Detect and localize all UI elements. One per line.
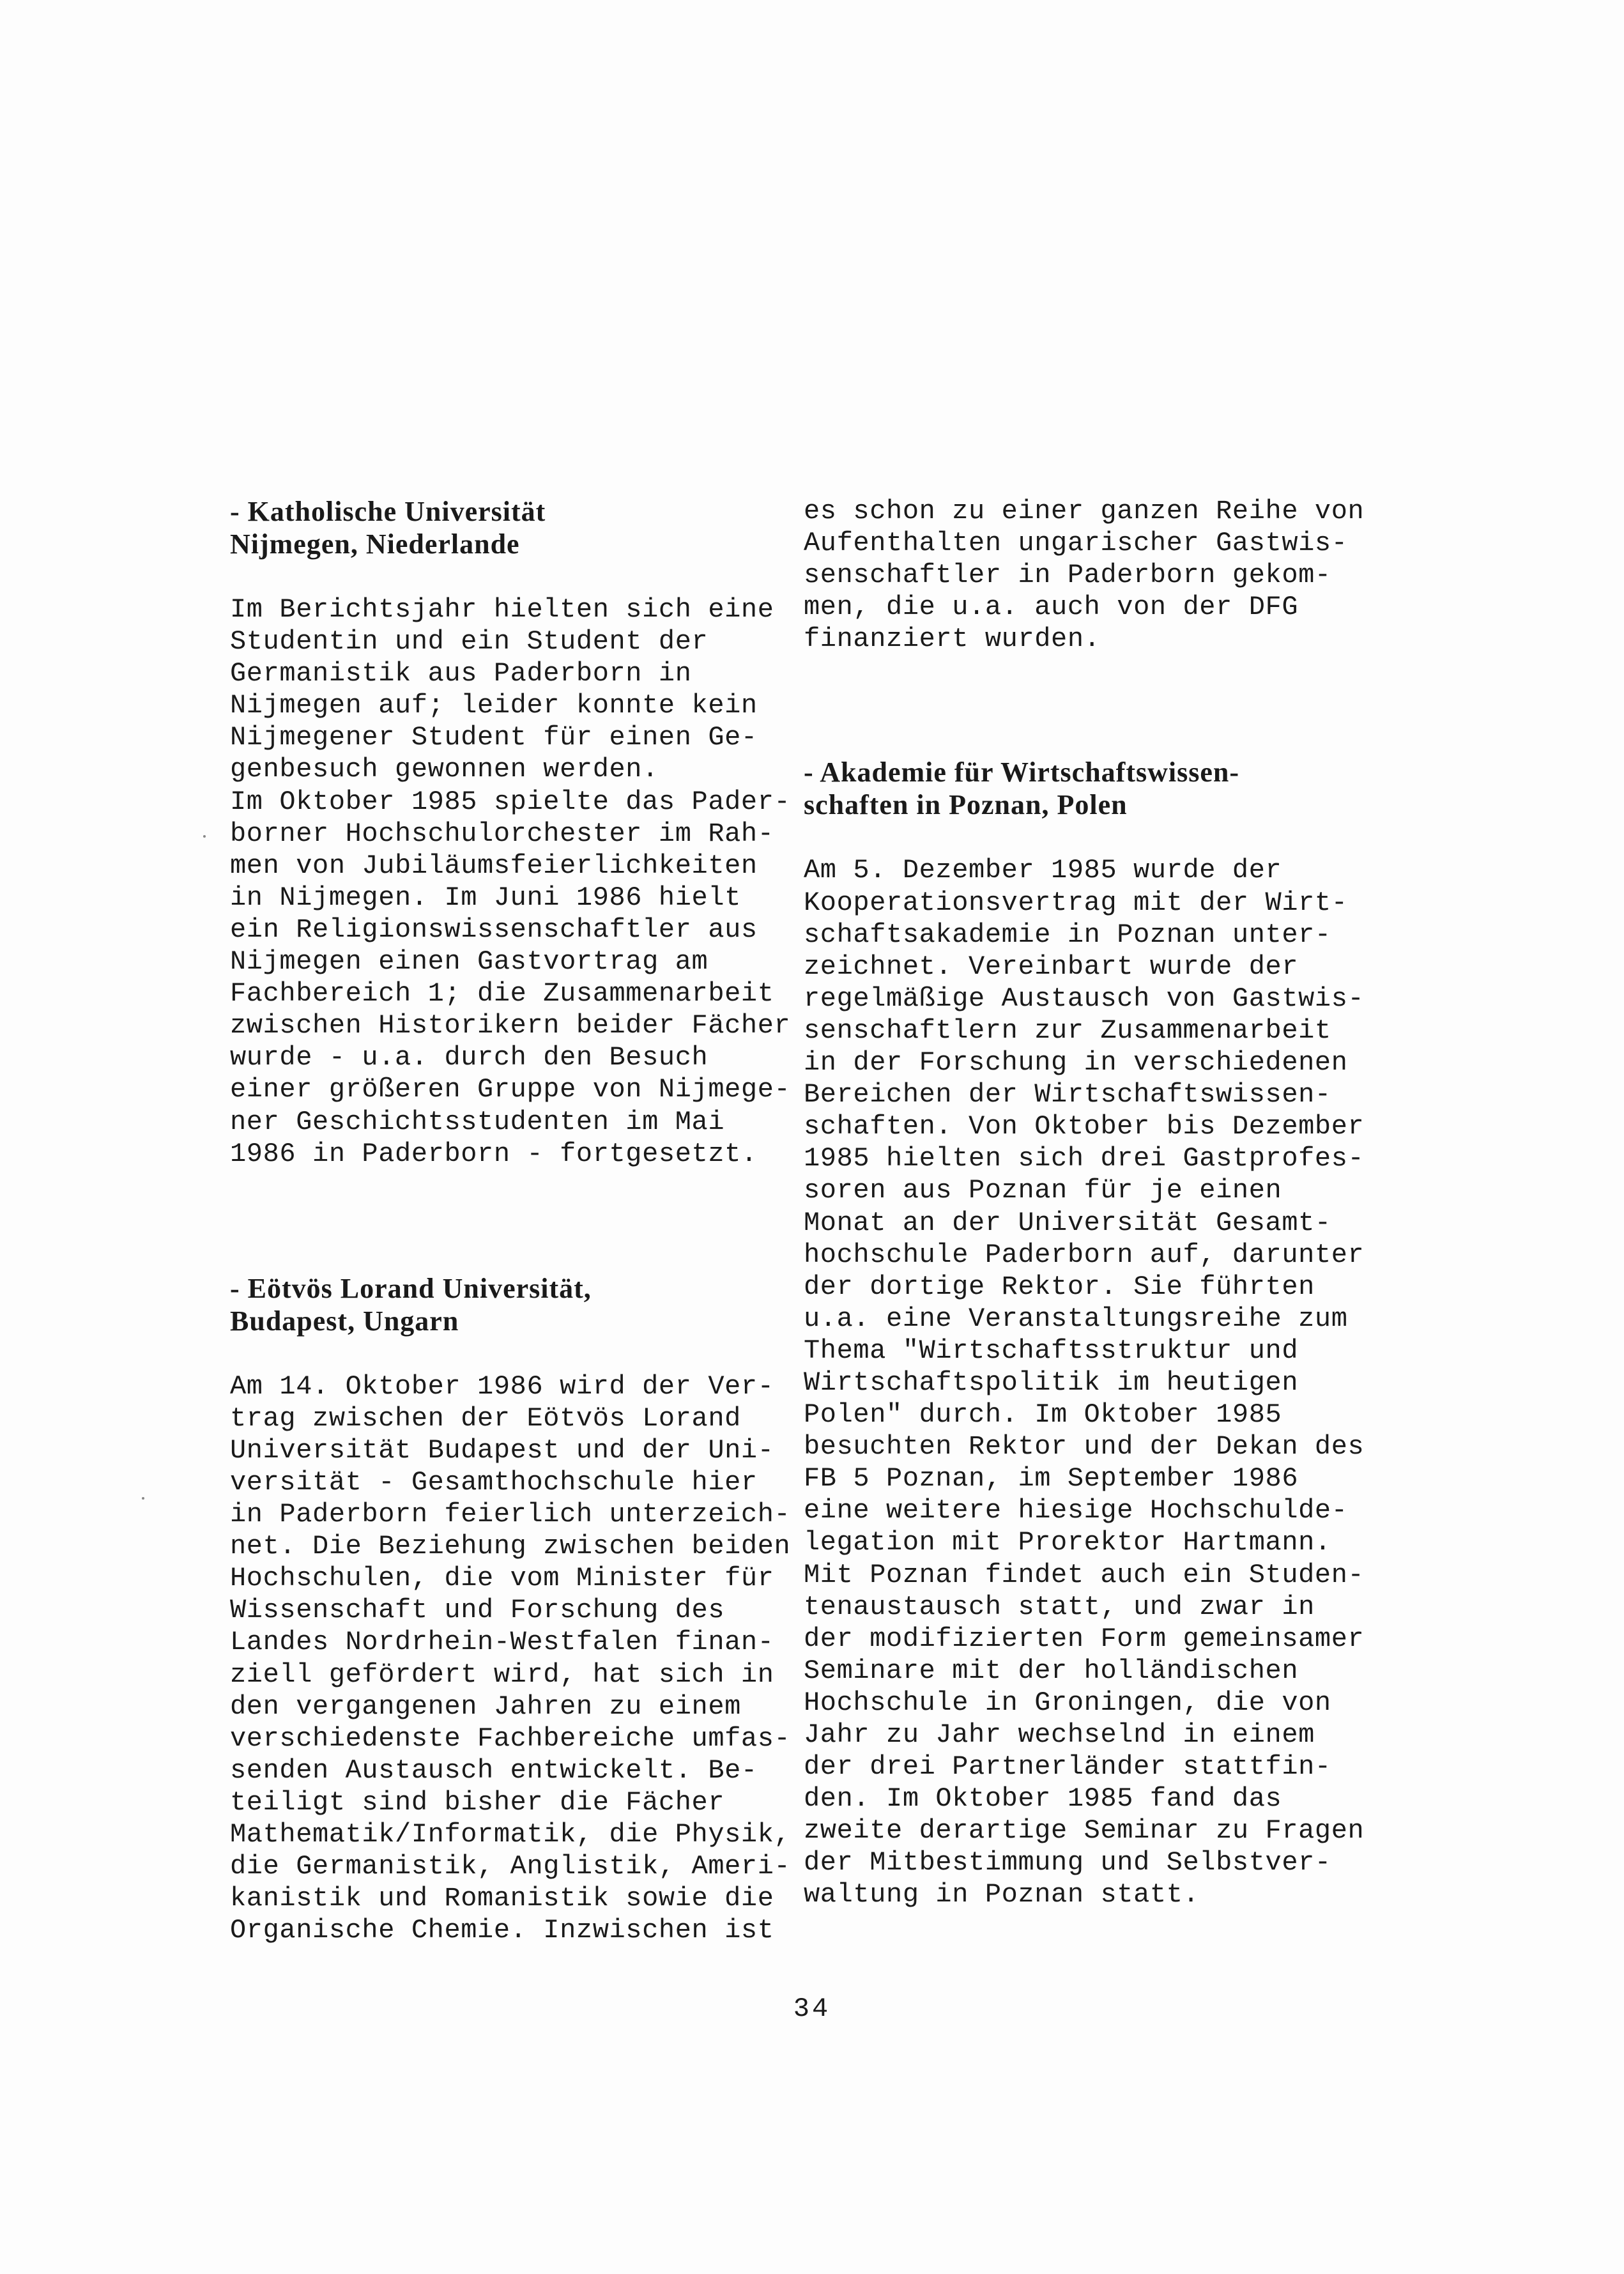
section-continuation-budapest <box>804 495 1379 655</box>
text-line: eine weitere hiesige Hochschulde- <box>804 1495 1348 1526</box>
text-line: Universität Budapest und der Uni- <box>230 1434 774 1466</box>
text-line: u.a. eine Veranstaltungsreihe zum <box>804 1303 1348 1334</box>
text-line: Mathematik/Informatik, die Physik, <box>230 1819 791 1850</box>
text-line: Aufenthalten ungarischer Gastwis- <box>804 528 1348 559</box>
text-line: den vergangenen Jahren zu einem <box>230 1691 741 1722</box>
text-line: borner Hochschulorchester im Rah- <box>230 818 774 849</box>
text-line: Mit Poznan findet auch ein Studen- <box>804 1559 1365 1590</box>
text-line: 1985 hielten sich drei Gastprofes- <box>804 1143 1365 1174</box>
text-line: hochschule Paderborn auf, darunter <box>804 1239 1365 1270</box>
text-line: der drei Partnerländer stattfin- <box>804 1751 1331 1783</box>
text-line: die Germanistik, Anglistik, Ameri- <box>230 1851 791 1882</box>
text-line: einer größeren Gruppe von Nijmege- <box>230 1074 791 1105</box>
text-line: Kooperationsvertrag mit der Wirt- <box>804 887 1348 918</box>
scan-speck <box>142 1497 144 1500</box>
text-line: Nijmegen einen Gastvortrag am <box>230 946 709 978</box>
section-heading-nijmegen <box>230 495 805 560</box>
scan-speck <box>203 835 206 838</box>
text-line: kanistik und Romanistik sowie die <box>230 1883 774 1914</box>
text-line: Hochschulen, die vom Minister für <box>230 1563 774 1594</box>
text-line: genbesuch gewonnen werden. <box>230 754 659 785</box>
text-line: schaften. Von Oktober bis Dezember <box>804 1111 1365 1142</box>
text-line: schaftsakademie in Poznan unter- <box>804 919 1331 950</box>
text-line: net. Die Beziehung zwischen beiden <box>230 1531 791 1562</box>
section-body-poznan <box>804 854 1379 1910</box>
page-number: 34 <box>793 1994 831 2024</box>
text-line: Hochschule in Groningen, die von <box>804 1687 1331 1718</box>
section-heading-poznan <box>804 756 1379 821</box>
text-line: men von Jubiläumsfeierlichkeiten <box>230 850 758 881</box>
section-body-nijmegen <box>230 594 805 1170</box>
text-line: ziell gefördert wird, hat sich in <box>230 1659 774 1690</box>
text-line: teiligt sind bisher die Fächer <box>230 1786 725 1818</box>
text-line: versität - Gesamthochschule hier <box>230 1466 758 1498</box>
text-line: in der Forschung in verschiedenen <box>804 1047 1348 1079</box>
text-line: besuchten Rektor und der Dekan des <box>804 1431 1365 1463</box>
text-line: der dortige Rektor. Sie führten <box>804 1271 1315 1302</box>
text-line: Am 14. Oktober 1986 wird der Ver- <box>230 1371 774 1402</box>
text-line: Germanistik aus Paderborn in <box>230 658 692 689</box>
text-line: Im Oktober 1985 spielte das Pader- <box>230 786 791 817</box>
text-line: Studentin und ein Student der <box>230 626 709 657</box>
text-line: senschaftler in Paderborn gekom- <box>804 560 1331 591</box>
text-line: Organische Chemie. Inzwischen ist <box>230 1915 774 1946</box>
heading-line: Nijmegen, Niederlande <box>230 528 520 560</box>
text-line: Landes Nordrhein-Westfalen finan- <box>230 1627 774 1658</box>
heading-line: - Eötvös Lorand Universität, <box>230 1272 592 1304</box>
text-line: men, die u.a. auch von der DFG <box>804 592 1299 623</box>
text-line: Bereichen der Wirtschaftswissen- <box>804 1079 1331 1110</box>
text-line: Polen" durch. Im Oktober 1985 <box>804 1399 1282 1431</box>
heading-line: - Akademie für Wirtschaftswissen- <box>804 757 1239 788</box>
text-line: Am 5. Dezember 1985 wurde der <box>804 855 1282 886</box>
text-line: Nijmegener Student für einen Ge- <box>230 722 758 753</box>
text-line: der modifizierten Form gemeinsamer <box>804 1623 1365 1654</box>
text-line: Wirtschaftspolitik im heutigen <box>804 1367 1299 1398</box>
text-line: regelmäßige Austausch von Gastwis- <box>804 983 1365 1014</box>
text-line: Fachbereich 1; die Zusammenarbeit <box>230 978 774 1010</box>
text-line: zeichnet. Vereinbart wurde der <box>804 951 1299 982</box>
text-line: in Nijmegen. Im Juni 1986 hielt <box>230 882 741 913</box>
text-line: Nijmegen auf; leider konnte kein <box>230 690 758 721</box>
text-line: es schon zu einer ganzen Reihe von <box>804 496 1365 526</box>
text-line: der Mitbestimmung und Selbstver- <box>804 1847 1331 1878</box>
text-line: FB 5 Poznan, im September 1986 <box>804 1463 1299 1494</box>
heading-line: schaften in Poznan, Polen <box>804 789 1128 821</box>
text-line: Seminare mit der holländischen <box>804 1655 1299 1686</box>
text-line: senden Austausch entwickelt. Be- <box>230 1755 758 1786</box>
heading-line: - Katholische Universität <box>230 496 546 527</box>
text-line: trag zwischen der Eötvös Lorand <box>230 1402 741 1434</box>
text-line: Monat an der Universität Gesamt- <box>804 1207 1331 1238</box>
text-line: 1986 in Paderborn - fortgesetzt. <box>230 1138 758 1169</box>
text-line: Thema "Wirtschaftsstruktur und <box>804 1335 1299 1366</box>
text-line: ein Religionswissenschaftler aus <box>230 914 758 945</box>
section-body-budapest <box>230 1371 805 1947</box>
text-line: den. Im Oktober 1985 fand das <box>804 1783 1282 1815</box>
text-line: finanziert wurden. <box>804 624 1101 655</box>
heading-line: Budapest, Ungarn <box>230 1305 459 1337</box>
text-line: senschaftlern zur Zusammenarbeit <box>804 1015 1331 1046</box>
text-line: Jahr zu Jahr wechselnd in einem <box>804 1719 1315 1750</box>
text-line: zwischen Historikern beider Fächer <box>230 1010 791 1041</box>
text-line: verschiedenste Fachbereiche umfas- <box>230 1723 791 1754</box>
section-heading-budapest <box>230 1272 805 1337</box>
text-line: waltung in Poznan statt. <box>804 1879 1200 1910</box>
right-column <box>804 495 1379 1911</box>
left-column <box>230 495 805 1946</box>
text-line: in Paderborn feierlich unterzeich- <box>230 1499 791 1530</box>
text-line: Wissenschaft und Forschung des <box>230 1595 725 1626</box>
text-line: ner Geschichtsstudenten im Mai <box>230 1106 725 1137</box>
text-line: legation mit Prorektor Hartmann. <box>804 1527 1331 1558</box>
text-line: soren aus Poznan für je einen <box>804 1175 1282 1206</box>
text-line: Im Berichtsjahr hielten sich eine <box>230 594 774 625</box>
text-line: wurde - u.a. durch den Besuch <box>230 1042 709 1073</box>
text-line: zweite derartige Seminar zu Fragen <box>804 1815 1365 1847</box>
text-line: tenaustausch statt, und zwar in <box>804 1591 1315 1622</box>
